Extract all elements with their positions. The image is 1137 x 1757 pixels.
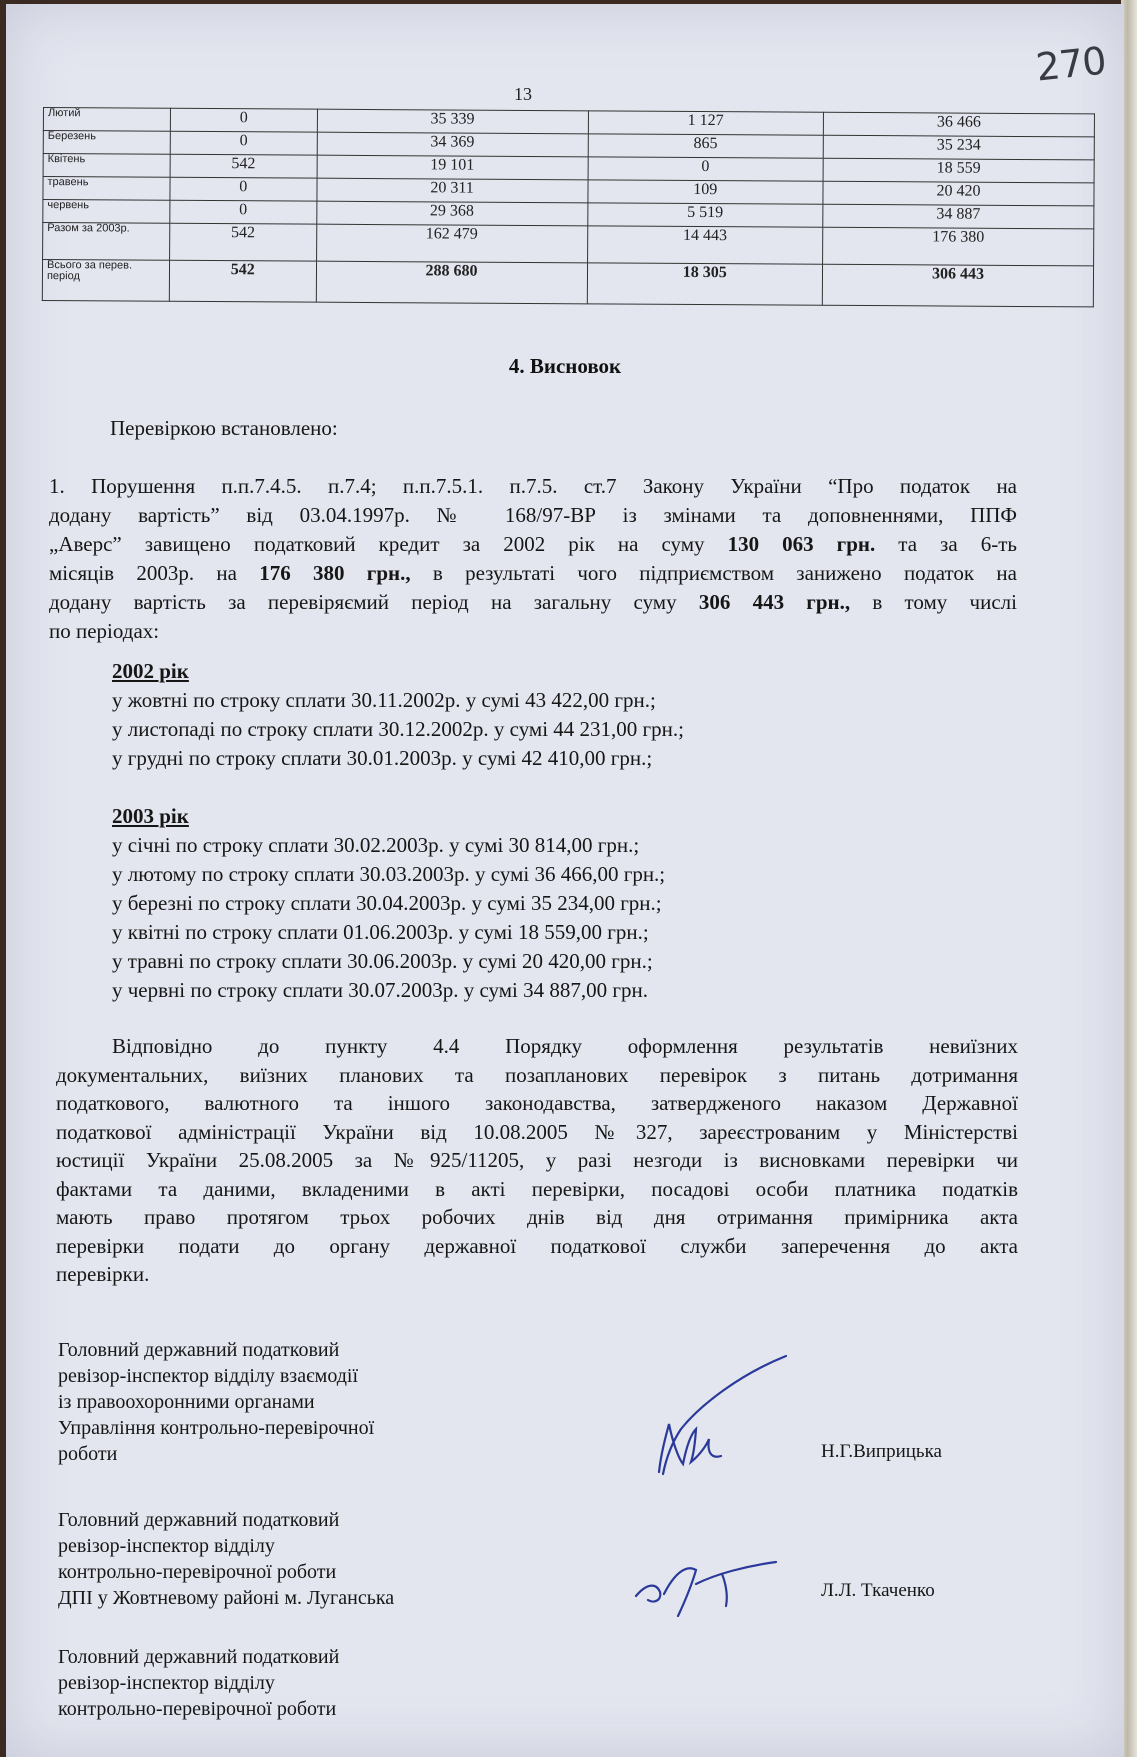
list-item: у грудні по строку сплати 30.01.2003р. у сумі 42 410,00 грн.;	[112, 746, 653, 770]
paragraph-line: мають право протягом трьох робочих днів від дня отримання примірника акта	[56, 1205, 1018, 1229]
year-heading-2003: 2003 рік	[112, 804, 189, 828]
findings-paragraph	[49, 472, 1017, 646]
table-cell: 1 127	[588, 111, 824, 135]
paragraph-line: по періодах:	[49, 619, 160, 643]
row-label: Лютий	[43, 108, 170, 132]
table-cell: 542	[170, 223, 317, 261]
table-cell: 176 380	[823, 227, 1094, 266]
list-item: у листопаді по строку сплати 30.12.2002р. у сумі 44 231,00 грн.;	[112, 717, 684, 741]
table-cell: 0	[170, 131, 317, 155]
table-cell: 162 479	[316, 224, 587, 263]
amount-2003: 176 380 грн.,	[259, 561, 411, 585]
paragraph-line: документальних, виїзних планових та позапланових перевірок з питань дотримання	[56, 1062, 1018, 1087]
table-cell: 14 443	[587, 226, 823, 264]
paragraph-line: податкового, валютного та іншого законодавства, затвердженого наказом Державної	[56, 1091, 1018, 1115]
table-cell: 29 368	[316, 201, 587, 226]
list-item: у травні по строку сплати 30.06.2003р. у сумі 20 420,00 грн.;	[112, 949, 653, 973]
row-label: Разом за 2003р.	[43, 223, 170, 261]
table-cell: 20 311	[317, 178, 588, 203]
signer-block-2	[58, 1507, 394, 1611]
amount-total: 306 443 грн.,	[698, 590, 851, 614]
paragraph-line: 1. Порушення п.п.7.4.5. п.7.4; п.п.7.5.1. п.7.5. ст.7 Закону України “Про податок на	[49, 474, 1017, 498]
row-label: травень	[43, 177, 170, 201]
table-cell: 18 559	[823, 158, 1094, 183]
signer-title-line: із правоохоронними органами	[58, 1391, 315, 1413]
signer-title-line: роботи	[58, 1443, 118, 1465]
table-cell: 542	[169, 260, 316, 302]
row-label: Квітень	[43, 154, 170, 178]
table-row-subtotal	[43, 223, 1094, 266]
list-item: у жовтні по строку сплати 30.11.2002р. у сумі 43 422,00 грн.;	[112, 688, 656, 712]
signer-block-1	[58, 1337, 374, 1467]
list-item: у березні по строку сплати 30.04.2003р. у сумі 35 234,00 грн.;	[112, 891, 662, 915]
intro-text: Перевіркою встановлено:	[110, 416, 338, 440]
table-cell: 306 443	[822, 264, 1093, 307]
table-cell: 18 305	[587, 263, 823, 305]
list-item: у лютому по строку сплати 30.03.2003р. у сумі 36 466,00 грн.;	[112, 862, 666, 886]
table-cell: 0	[170, 200, 317, 224]
signer-name-1: Н.Г.Виприцька	[821, 1441, 942, 1462]
signer-title-line: Головний державний податковий	[58, 1509, 340, 1531]
signer-title-line: ревізор-інспектор відділу	[58, 1535, 275, 1557]
page-number: 13	[514, 84, 532, 104]
table-cell: 20 420	[823, 181, 1094, 206]
signer-title-line: ревізор-інспектор відділу	[58, 1672, 275, 1694]
signer-title-line: ревізор-інспектор відділу взаємодії	[58, 1365, 359, 1387]
paragraph-line: фактами та даними, вкладеними в акті перевірки, посадові особи платника податків	[56, 1176, 1018, 1201]
rights-paragraph	[56, 1032, 1018, 1289]
signature-2-image	[626, 1544, 796, 1624]
signer-title-line: Головний державний податковий	[58, 1646, 340, 1668]
list-item: у січні по строку сплати 30.02.2003р. у сумі 30 814,00 грн.;	[112, 833, 640, 857]
signer-title-line: контрольно-перевірочної роботи	[58, 1698, 337, 1720]
row-label: Березень	[43, 131, 170, 155]
document-page	[6, 4, 1124, 1757]
signer-title-line: контрольно-перевірочної роботи	[58, 1561, 337, 1583]
list-item: у червні по строку сплати 30.07.2003р. у сумі 34 887,00 грн.	[112, 978, 648, 1002]
signer-title-line: ДПІ у Жовтневому районі м. Луганська	[58, 1587, 395, 1609]
table-cell: 865	[588, 134, 824, 158]
table-cell: 0	[170, 177, 317, 201]
table-cell: 36 466	[823, 112, 1094, 137]
table-row-total	[42, 260, 1093, 307]
table-cell: 5 519	[587, 203, 823, 227]
amount-2002: 130 063 грн.	[727, 532, 876, 556]
signature-1-image	[621, 1344, 801, 1484]
paragraph-line: Відповідно до пункту 4.4 Порядку оформлення результатів невиїзних	[112, 1034, 1018, 1058]
paragraph-line: додану вартість” від 03.04.1997р. № 168/97-ВР із змінами та доповненнями, ППФ	[49, 503, 1017, 527]
table-cell: 19 101	[317, 155, 588, 180]
section-title: 4. Висновок	[508, 354, 622, 378]
row-label: Всього за перев. період	[42, 260, 169, 302]
list-item: у квітні по строку сплати 01.06.2003р. у сумі 18 559,00 грн.;	[112, 920, 649, 944]
paragraph-line: податкової адміністрації України від 10.08.2005 №327, зареєстрованим у Міністерстві	[56, 1119, 1018, 1144]
table-cell: 0	[170, 108, 317, 132]
paragraph-line: „Аверс” завищено податковий кредит за 2002 рік на суму 130 063 грн. та за 6-ть	[49, 532, 1017, 556]
handwritten-page-number: 270	[1033, 38, 1108, 90]
signer-title-line: Управління контрольно-перевірочної	[58, 1417, 375, 1439]
year-heading-2002: 2002 рік	[112, 659, 189, 683]
signer-name-2: Л.Л. Ткаченко	[821, 1580, 935, 1601]
table-cell: 542	[170, 154, 317, 178]
table-cell: 35 339	[317, 109, 588, 134]
paragraph-line: перевірки подати до органу державної податкової служби заперечення до акта	[56, 1233, 1018, 1258]
paragraph-line: місяців 2003р. на 176 380 грн., в результаті чого підприємством занижено податок на	[49, 561, 1017, 585]
table-cell: 35 234	[823, 135, 1094, 160]
signer-title-line: Головний державний податковий	[58, 1339, 340, 1361]
table-cell: 288 680	[316, 261, 587, 304]
signer-block-3	[58, 1644, 339, 1722]
table-cell: 34 369	[317, 132, 588, 157]
tax-table	[42, 107, 1095, 307]
row-label: червень	[43, 200, 170, 224]
table-cell: 34 887	[823, 204, 1094, 229]
paragraph-line: юстиції України 25.08.2005 за №925/11205, у разі незгоди із висновками перевірки чи	[56, 1148, 1018, 1172]
table-cell: 109	[587, 180, 823, 204]
table-cell: 0	[588, 157, 824, 181]
paragraph-line: додану вартість за перевіряємий період на загальну суму 306 443 грн., в тому числі	[49, 590, 1017, 614]
paragraph-line: перевірки.	[56, 1262, 150, 1286]
